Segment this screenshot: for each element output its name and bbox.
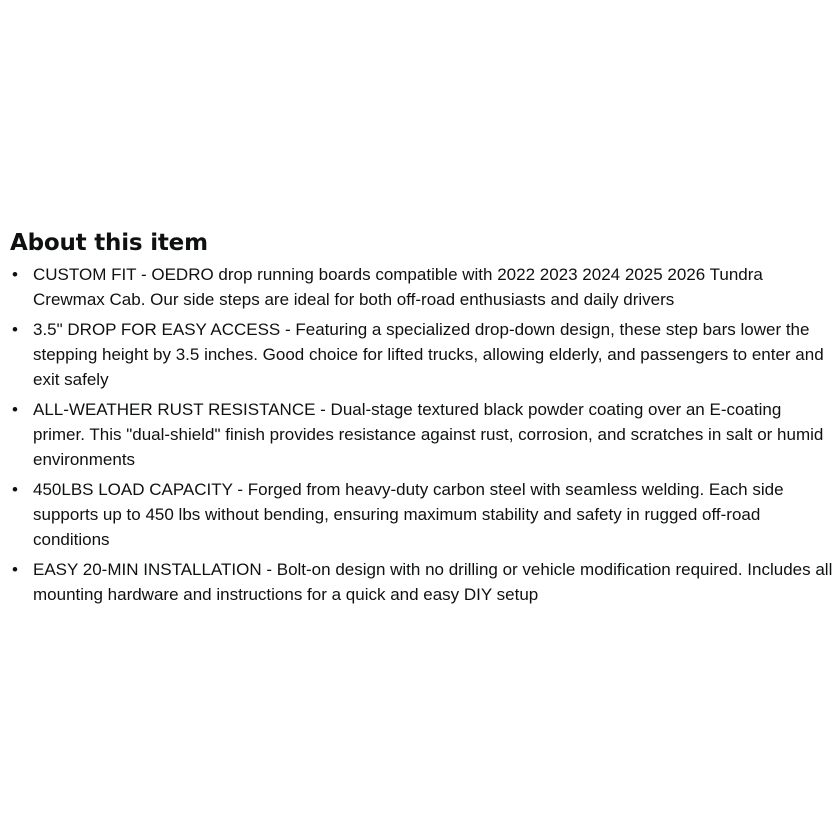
bullet-text: 450LBS LOAD CAPACITY - Forged from heavy-duty carbon steel with seamless welding. Each side supports up to 450 lbs without bending, ensuring maximum stability and safety in rugged off-road conditions bbox=[33, 480, 784, 549]
bullet-text: CUSTOM FIT - OEDRO drop running boards compatible with 2022 2023 2024 2025 2026 Tundra Crewmax Cab. Our side steps are ideal for both off-road enthusiasts and daily drivers bbox=[33, 265, 763, 309]
feature-bullet-load-capacity bbox=[10, 477, 836, 552]
feature-bullet-custom-fit bbox=[10, 262, 836, 312]
bullet-dot-icon: • bbox=[12, 480, 18, 499]
bullet-dot-icon: • bbox=[12, 400, 18, 419]
section-title: About this item bbox=[10, 230, 208, 256]
bullet-dot-icon: • bbox=[12, 265, 18, 284]
bullet-text: ALL-WEATHER RUST RESISTANCE - Dual-stage textured black powder coating over an E-coating primer. This "dual-shield" finish provides resistance against rust, corrosion, and scratches in salt or humid environments bbox=[33, 400, 824, 469]
bullet-text: EASY 20-MIN INSTALLATION - Bolt-on design with no drilling or vehicle modification required. Includes all mounting hardware and instructions for a quick and easy DIY setup bbox=[33, 560, 833, 604]
feature-bullet-drop-access bbox=[10, 317, 836, 392]
bullet-text: 3.5" DROP FOR EASY ACCESS - Featuring a specialized drop-down design, these step bars lower the stepping height by 3.5 inches. Good choice for lifted trucks, allowing elderly, and passengers to enter and exit safely bbox=[33, 320, 824, 389]
feature-bullet-installation bbox=[10, 557, 836, 607]
bullet-dot-icon: • bbox=[12, 320, 18, 339]
about-this-item-section bbox=[10, 228, 836, 612]
feature-bullet-list bbox=[10, 262, 836, 607]
feature-bullet-rust-resistance bbox=[10, 397, 836, 472]
bullet-dot-icon: • bbox=[12, 560, 18, 579]
